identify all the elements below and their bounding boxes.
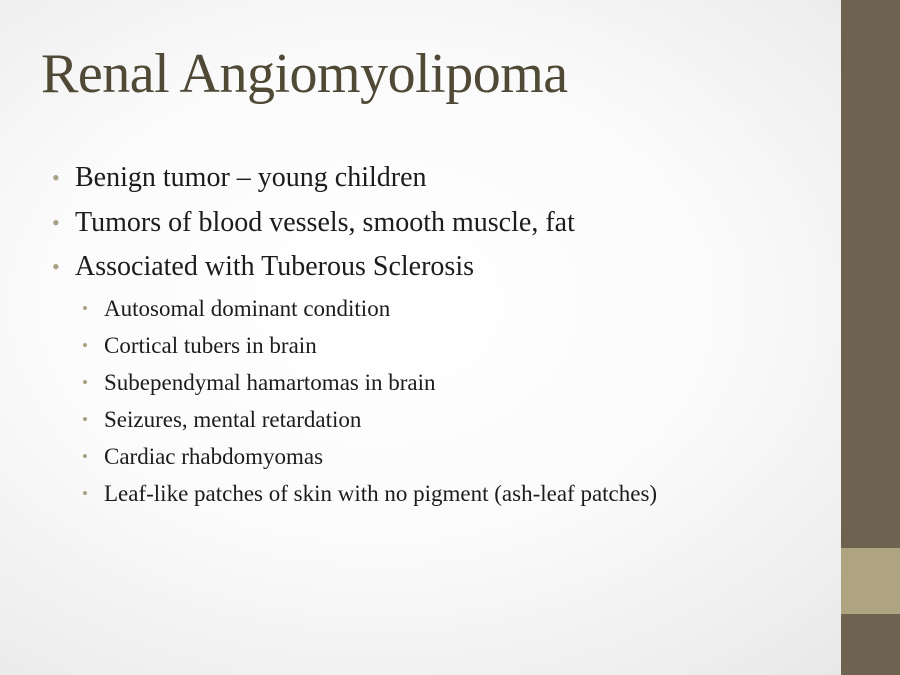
bullet-icon: • <box>52 209 60 235</box>
sub-bullet-text: Cortical tubers in brain <box>104 332 317 358</box>
bullet-text: Tumors of blood vessels, smooth muscle, fat <box>75 206 575 238</box>
bullet-list <box>52 158 832 515</box>
bullet-text: Associated with Tuberous Sclerosis <box>75 251 474 282</box>
sub-bullet-text: Cardiac rhabdomyomas <box>104 443 324 469</box>
bullet-icon: • <box>52 254 60 279</box>
bullet-item <box>52 158 832 203</box>
sub-bullet-item <box>52 293 832 330</box>
sub-bullet-item <box>52 404 832 441</box>
sub-bullet-icon: • <box>82 372 88 392</box>
sub-bullet-icon: • <box>82 483 88 503</box>
sub-bullet-text: Subependymal hamartomas in brain <box>104 369 436 395</box>
sub-bullet-list <box>52 293 832 515</box>
sub-bullet-icon: • <box>82 446 88 466</box>
sub-bullet-item <box>52 367 832 404</box>
sub-bullet-item <box>52 441 832 478</box>
sub-bullet-text: Leaf-like patches of skin with no pigment (ash-leaf patches) <box>104 480 658 506</box>
sub-bullet-item <box>52 330 832 367</box>
sub-bullet-item <box>52 478 832 515</box>
side-bar-accent <box>841 548 900 614</box>
sub-bullet-icon: • <box>82 335 88 355</box>
sub-bullet-icon: • <box>82 409 88 429</box>
bullet-text: Benign tumor – young children <box>75 162 427 193</box>
sub-bullet-icon: • <box>82 298 88 318</box>
bullet-item <box>52 203 832 248</box>
slide-title: Renal Angiomyolipoma <box>41 43 568 105</box>
sub-bullet-text: Seizures, mental retardation <box>104 406 362 432</box>
bullet-item <box>52 247 832 292</box>
sub-bullet-text: Autosomal dominant condition <box>104 295 391 321</box>
bullet-icon: • <box>52 165 60 190</box>
